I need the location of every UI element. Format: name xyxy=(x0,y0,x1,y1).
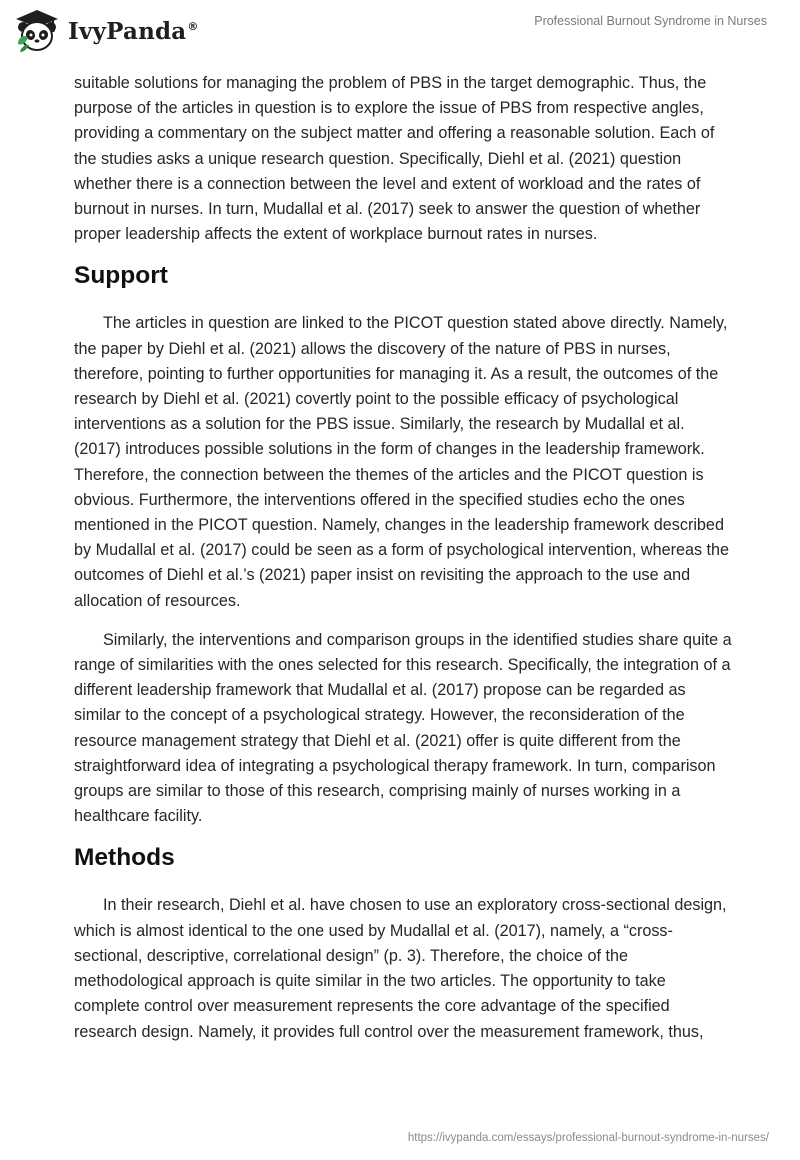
methods-heading: Methods xyxy=(74,844,175,872)
page-header xyxy=(0,0,800,64)
methods-paragraph-1: In their research, Diehl et al. have chosen to use an exploratory cross-sectional design, which is almost identical to the one used by Mudallal et al. (2017), namely, a “cross-sectional, descriptive, correlational design” (p. 3). Therefore, the choice of the methodological approach is quite similar in the two articles. The opportunity to take complete control over measurement represents the core advantage of the specified research design. Namely, it provides full control over the measurement framework, thus, xyxy=(74,896,727,1041)
logo-text: IvyPanda® xyxy=(68,17,199,45)
document-title: Professional Burnout Syndrome in Nurses xyxy=(534,14,767,28)
intro-paragraph: suitable solutions for managing the problem of PBS in the target demographic. Thus, the purpose of the articles in question is to explore the issue of PBS from respective angles, providing a commentary on the subject matter and offering a reasonable solution. Each of the studies asks a unique research question. Specifically, Diehl et al. (2021) question whether there is a connection between the level and extent of workload and the rates of burnout in nurses. In turn, Mudallal et al. (2017) seek to answer the question of whether proper leadership affects the extent of workplace burnout rates in nurses. xyxy=(74,74,715,244)
ivypanda-logo[interactable] xyxy=(12,8,199,54)
source-url[interactable]: https://ivypanda.com/essays/professional-burnout-syndrome-in-nurses/ xyxy=(407,1132,769,1144)
support-heading: Support xyxy=(74,262,168,290)
essay-body xyxy=(74,71,734,1059)
support-paragraph-2: Similarly, the interventions and comparison groups in the identified studies share quite a range of similarities with the ones selected for this research. Specifically, the integration of a different leadership framework that Mudallal et al. (2017) propose can be regarded as similar to the concept of a psychological strategy. However, the reconsideration of the resource management strategy that Diehl et al. (2021) offer is quite different from the straightforward idea of integrating a psychological therapy framework. In turn, comparison groups are similar to those of this research, comprising mainly of nurses working in a healthcare facility. xyxy=(74,630,732,826)
support-paragraph-1: The articles in question are linked to the PICOT question stated above directly. Namely, the paper by Diehl et al. (2021) allows the discovery of the nature of PBS in nurses, therefore, pointing to further opportunities for managing it. As a result, the outcomes of the research by Diehl et al. (2021) covertly point to the possible efficacy of psychological interventions as a solution for the PBS issue. Similarly, the research by Mudallal et al. (2017) introduces possible solutions in the form of changes in the leadership framework. Therefore, the connection between the themes of the articles and the PICOT question is obvious. Furthermore, the interventions offered in the specified studies echo the ones mentioned in the PICOT question. Namely, changes in the leadership framework described by Mudallal et al. (2017) could be seen as a form of psychological intervention, whereas the outcomes of Diehl et al.’s (2021) paper insist on revisiting the approach to the use and allocation of resources. xyxy=(74,314,730,610)
panda-graduate-icon xyxy=(12,8,62,54)
